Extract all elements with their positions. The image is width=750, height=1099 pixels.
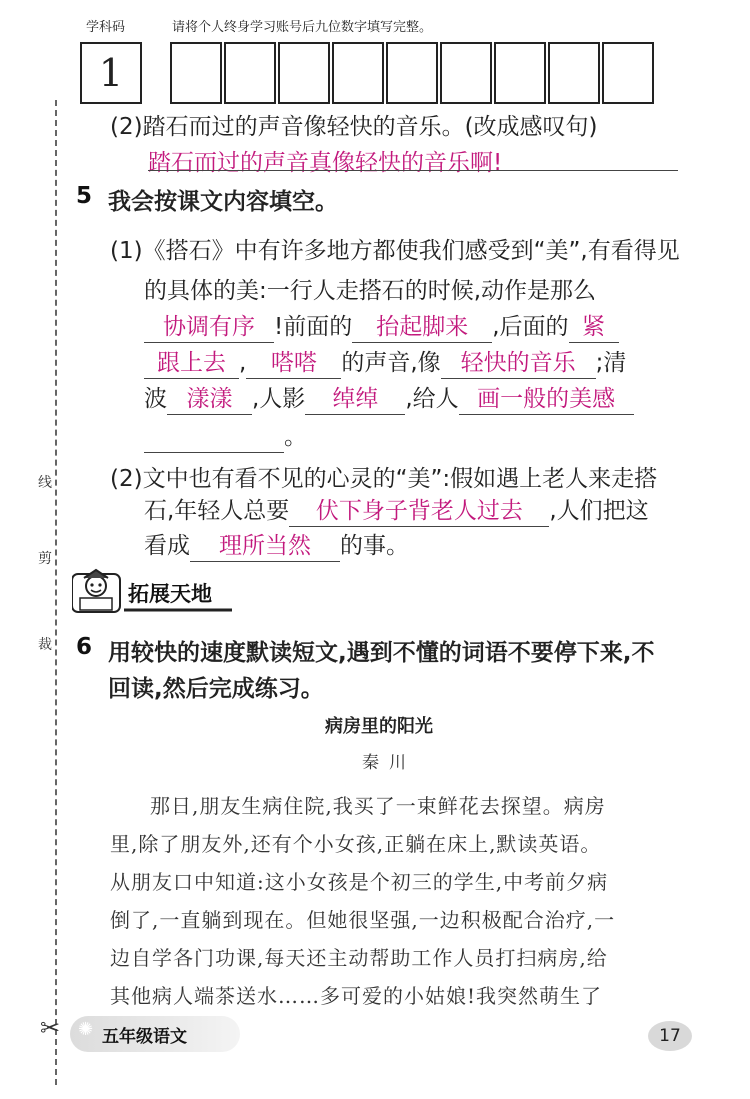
q5-text: 石,年轻人总要 (144, 498, 290, 524)
answer-blank: 伏下身子背老人过去 (289, 498, 549, 527)
q5-text: ;清 (595, 350, 627, 376)
answer-blank: 绰绰 (305, 386, 405, 415)
q5-text: 看成 (144, 533, 190, 559)
answer-blank: 轻快的音乐 (441, 350, 596, 379)
answer-blank: 嗒嗒 (246, 350, 341, 379)
scissors-icon: ✂ (40, 1014, 61, 1042)
account-digit-box[interactable] (548, 42, 600, 104)
answer-blank: 画一般的美感 (459, 386, 634, 415)
account-digit-box[interactable] (224, 42, 276, 104)
question-number: 6 (76, 634, 93, 660)
q5-part1-line2: 的具体的美:一行人走搭石的时候,动作是那么 (144, 278, 597, 304)
q5-text: ,给人 (405, 386, 459, 412)
cut-label-trim: 裁 (38, 632, 52, 656)
section-title: 拓展天地 (128, 582, 212, 606)
account-digit-box[interactable] (440, 42, 492, 104)
answer-blank (144, 424, 284, 453)
q5-part1-line1: (1)《搭石》中有许多地方都使我们感受到“美”,有看得见 (110, 238, 680, 264)
account-instruction: 请将个人终身学习账号后九位数字填写完整。 (172, 20, 433, 35)
article-line: 边自学各门功课,每天还主动帮助工作人员打扫病房,给 (110, 946, 608, 970)
q5-part2-line3 (144, 527, 409, 562)
article-line: 那日,朋友生病住院,我买了一束鲜花去探望。病房 (150, 794, 606, 818)
article-line: 倒了,一直躺到现在。但她很坚强,一边积极配合治疗,一 (110, 908, 616, 932)
account-digit-box[interactable] (278, 42, 330, 104)
q5-text: !前面的 (274, 314, 353, 340)
article-title: 病房里的阳光 (325, 716, 433, 737)
article-line: 从朋友口中知道:这小女孩是个初三的学生,中考前夕病 (110, 870, 609, 894)
article-line: 里,除了朋友外,还有个小女孩,正躺在床上,默读英语。 (110, 832, 602, 856)
q5-text: 波 (144, 386, 167, 412)
account-digit-box[interactable] (332, 42, 384, 104)
q6-line2: 回读,然后完成练习。 (108, 676, 324, 702)
subject-code-label: 学科码 (86, 20, 126, 35)
answer-blank: 抬起脚来 (352, 314, 492, 343)
question-stem: 我会按课文内容填空。 (108, 189, 338, 215)
answer-blank: 漾漾 (167, 386, 252, 415)
page-number: 17 (648, 1021, 692, 1051)
account-digit-box[interactable] (494, 42, 546, 104)
account-digit-box[interactable] (602, 42, 654, 104)
cut-label-line: 线 (38, 470, 52, 494)
prev-question-answer: 踏石而过的声音真像轻快的音乐啊! (148, 150, 503, 176)
answer-blank: 紧 (569, 314, 619, 343)
answer-line (148, 170, 678, 171)
answer-blank: 协调有序 (144, 314, 274, 343)
cut-dashed-line (55, 100, 57, 1085)
article-author: 秦川 (362, 753, 416, 773)
q5-fill-line3 (144, 308, 619, 343)
question-number: 5 (76, 183, 93, 209)
cut-label-cut: 剪 (38, 546, 52, 570)
answer-blank: 理所当然 (190, 533, 340, 562)
q5-fill-line4 (144, 344, 626, 379)
q5-text: ,后面的 (492, 314, 569, 340)
footer-book-title: 五年级语文 (102, 1027, 187, 1047)
q5-text: ,人影 (252, 386, 306, 412)
q5-part2-line2 (144, 492, 649, 527)
subject-code-box: 1 (80, 42, 142, 104)
account-digit-box[interactable] (386, 42, 438, 104)
q5-fill-line5 (144, 380, 634, 415)
q5-text: 。 (284, 424, 307, 450)
star-icon: ✺ (78, 1019, 94, 1040)
prev-question-prompt: (2)踏石而过的声音像轻快的音乐。(改成感叹句) (110, 114, 598, 140)
q5-text: , (239, 350, 247, 376)
q5-text: ,人们把这 (549, 498, 649, 524)
article-line: 其他病人端茶送水……多可爱的小姑娘!我突然萌生了 (110, 984, 603, 1008)
account-digit-box[interactable] (170, 42, 222, 104)
q5-part2-line1: (2)文中也有看不见的心灵的“美”:假如遇上老人来走搭 (110, 466, 658, 492)
q5-text: 的声音,像 (341, 350, 441, 376)
answer-blank: 跟上去 (144, 350, 239, 379)
q5-text: 的事。 (340, 533, 409, 559)
q6-line1: 用较快的速度默读短文,遇到不懂的词语不要停下来,不 (108, 640, 655, 666)
q5-fill-line6 (144, 418, 307, 453)
